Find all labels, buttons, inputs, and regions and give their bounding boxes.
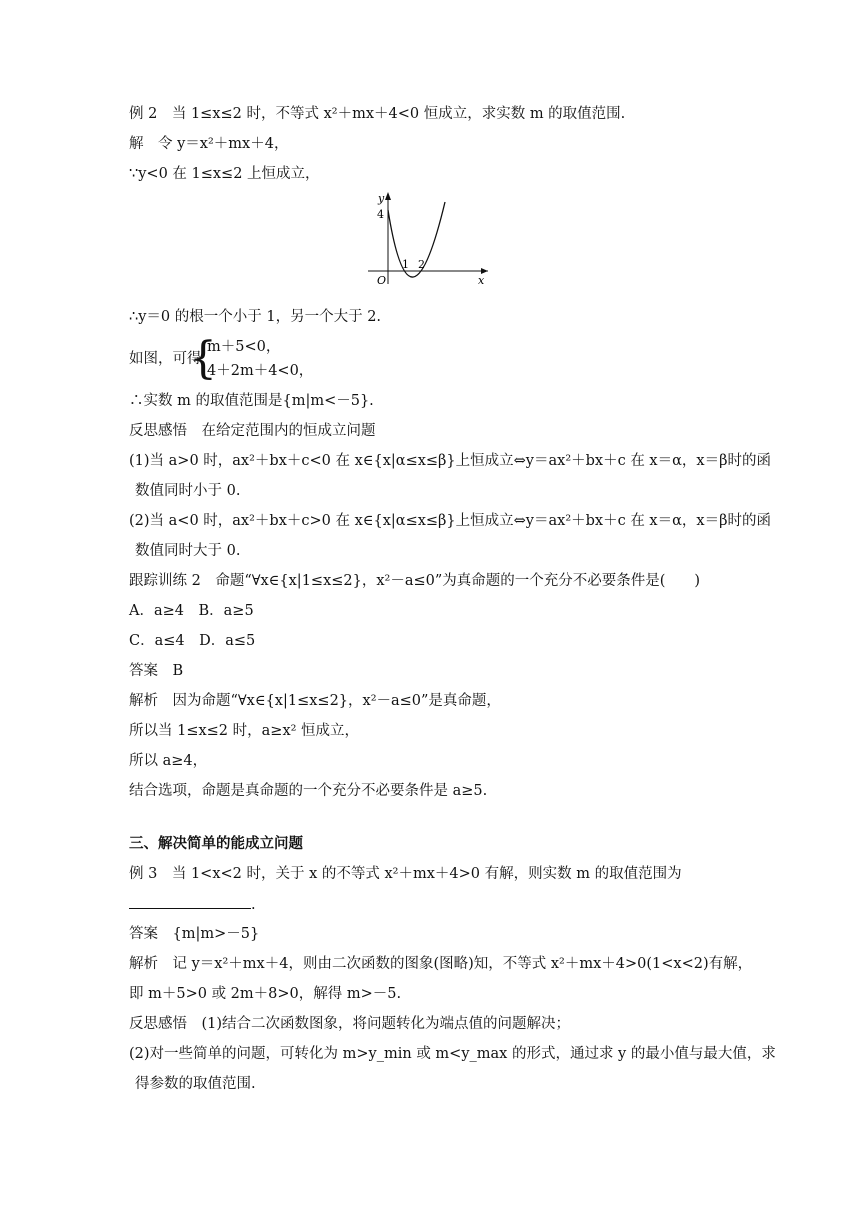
reflection-3-line-3: 得参数的取值范围. bbox=[135, 1076, 256, 1092]
reflection-heading: 反思感悟 在给定范围内的恒成立问题 bbox=[129, 423, 376, 439]
options-c-d: C．a≤4 D．a≤5 bbox=[129, 633, 256, 649]
origin-label: O bbox=[377, 274, 387, 287]
answer-2: 答案 B bbox=[129, 663, 184, 679]
example-3-line-2 bbox=[129, 894, 256, 915]
analysis-2-line-2: 所以当 1≤x≤2 时，a≥x² 恒成立， bbox=[129, 723, 360, 739]
system-equation-2: 4＋2m＋4<0， bbox=[207, 363, 314, 379]
y-axis-arrow bbox=[385, 192, 391, 200]
reflection-2-line-2: 数值同时大于 0. bbox=[135, 543, 241, 559]
system-equation-1: m＋5<0， bbox=[207, 339, 281, 355]
tracking-exercise-2: 跟踪训练 2 命题“∀x∈{x|1≤x≤2}，x²－a≤0”为真命题的一个充分不必要条件是( ) bbox=[129, 573, 701, 589]
parabola-graph bbox=[368, 188, 492, 288]
analysis-2-line-4: 结合选项，命题是真命题的一个充分不必要条件是 a≥5. bbox=[129, 783, 488, 799]
solution-line-1: 解 令 y＝x²＋mx＋4， bbox=[129, 136, 289, 152]
x-tick-label-1: 1 bbox=[402, 258, 409, 271]
analysis-3-line-2: 即 m＋5>0 或 2m＋8>0，解得 m>－5. bbox=[129, 986, 402, 1002]
system-lead-text: 如图，可得 bbox=[129, 351, 202, 367]
x-tick-label-2: 2 bbox=[418, 258, 425, 271]
reflection-2-line-1: (2)当 a<0 时，ax²＋bx＋c>0 在 x∈{x|α≤x≤β}上恒成立⇔y＝ax²＋bx＋c 在 x＝α，x＝β时的函 bbox=[129, 513, 771, 529]
solution-line-3: ∴y＝0 的根一个小于 1，另一个大于 2. bbox=[129, 309, 382, 325]
example-2-statement: 例 2 当 1≤x≤2 时，不等式 x²＋mx＋4<0 恒成立，求实数 m 的取值范围. bbox=[129, 106, 626, 122]
y-tick-label: 4 bbox=[377, 208, 384, 221]
solution-result: ∴实数 m 的取值范围是{m|m<－5}. bbox=[129, 393, 374, 409]
options-a-b: A．a≥4 B．a≥5 bbox=[129, 603, 254, 619]
analysis-2-line-1: 解析 因为命题“∀x∈{x|1≤x≤2}，x²－a≤0”是真命题， bbox=[129, 693, 501, 709]
parabola-curve bbox=[388, 202, 445, 277]
left-brace-icon: { bbox=[189, 333, 217, 384]
answer-blank bbox=[129, 894, 251, 909]
reflection-1-line-2: 数值同时小于 0. bbox=[135, 483, 241, 499]
reflection-1-line-1: (1)当 a>0 时，ax²＋bx＋c<0 在 x∈{x|α≤x≤β}上恒成立⇔y＝ax²＋bx＋c 在 x＝α，x＝β时的函 bbox=[129, 453, 771, 469]
analysis-2-line-3: 所以 a≥4， bbox=[129, 753, 208, 769]
x-axis-label: x bbox=[478, 274, 485, 287]
example-3-end: . bbox=[251, 897, 256, 913]
example-3-line-1: 例 3 当 1<x<2 时，关于 x 的不等式 x²＋mx＋4>0 有解，则实数 m 的取值范围为 bbox=[129, 866, 682, 882]
answer-3: 答案 {m|m>－5} bbox=[129, 926, 260, 942]
reflection-3-line-1: 反思感悟 (1)结合二次函数图象，将问题转化为端点值的问题解决； bbox=[129, 1016, 571, 1032]
reflection-3-line-2: (2)对一些简单的问题，可转化为 m>y_min 或 m<y_max 的形式，通过求 y 的最小值与最大值，求 bbox=[129, 1046, 776, 1062]
solution-line-2: ∵y<0 在 1≤x≤2 上恒成立， bbox=[129, 166, 320, 182]
y-axis-label: y bbox=[378, 192, 385, 205]
analysis-3-line-1: 解析 记 y＝x²＋mx＋4，则由二次函数的图象(图略)知，不等式 x²＋mx＋4>0(1<x<2)有解， bbox=[129, 956, 753, 972]
section-3-heading: 三、解决简单的能成立问题 bbox=[129, 836, 303, 852]
